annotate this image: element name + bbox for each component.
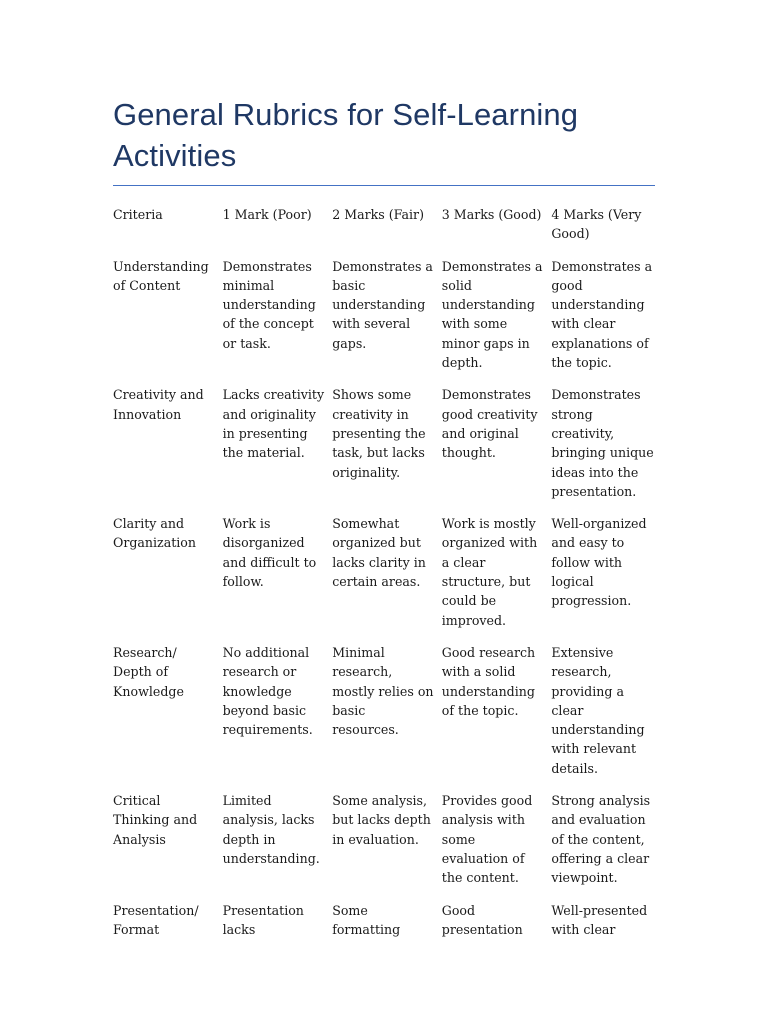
table-cell: Minimal research, mostly relies on basic resources. (332, 644, 434, 738)
table-cell: Well-presented with clear (551, 902, 648, 937)
header-cell-criteria: Criteria (113, 207, 163, 222)
table-row (113, 643, 661, 791)
table-cell: Good research with a solid understanding of the topic. (441, 644, 536, 718)
table-cell: Some formatting (332, 902, 401, 937)
header-cell-fair: 2 Marks (Fair) (332, 207, 424, 222)
table-row (113, 901, 661, 953)
table-cell: Extensive research, providing a clear understanding with relevant details. (551, 644, 645, 776)
table-row (113, 257, 661, 386)
table-header-row (113, 205, 661, 257)
table-cell: Somewhat organized but lacks clarity in certain areas. (332, 516, 426, 590)
table-cell: Demonstrates strong creativity, bringing unique ideas into the presentation. (551, 387, 654, 499)
table-cell: Shows some creativity in presenting the task, but lacks originality. (332, 387, 426, 480)
criteria-cell: Critical Thinking and Analysis (113, 793, 198, 847)
criteria-cell: Creativity and Innovation (113, 387, 204, 422)
table-cell: Demonstrates a basic understanding with several gaps. (332, 258, 433, 351)
criteria-cell: Understanding of Content (113, 258, 209, 293)
table-row (113, 514, 661, 643)
header-cell-very-good: 4 Marks (Very Good) (551, 207, 642, 242)
table-cell: No additional research or knowledge beyond basic requirements. (222, 644, 313, 738)
table-cell: Strong analysis and evaluation of the content, offering a clear viewpoint. (551, 793, 651, 886)
criteria-cell: Presentation/ Format (113, 902, 199, 937)
table-cell: Demonstrates a solid understanding with some minor gaps in depth. (441, 258, 543, 371)
table-cell: Demonstrates a good understanding with clear explanations of the topic. (551, 258, 653, 371)
table-row (113, 385, 661, 514)
title-underline (113, 185, 655, 186)
header-cell-poor: 1 Mark (Poor) (222, 207, 312, 222)
document-title: General Rubrics for Self-Learning Activities (113, 97, 579, 173)
table-cell: Lacks creativity and originality in presenting the material. (222, 387, 325, 461)
criteria-cell: Clarity and Organization (113, 516, 196, 551)
table-cell: Good presentation (441, 902, 523, 937)
table-cell: Some analysis, but lacks depth in evaluation. (332, 793, 431, 847)
table-cell: Work is disorganized and difficult to follow. (222, 516, 317, 590)
header-cell-good: 3 Marks (Good) (441, 207, 542, 222)
table-cell: Limited analysis, lacks depth in understanding. (222, 793, 320, 866)
table-row (113, 791, 661, 900)
document-page (113, 0, 655, 952)
table-cell: Work is mostly organized with a clear structure, but could be improved. (441, 516, 538, 628)
rubric-table (113, 205, 661, 952)
table-cell: Demonstrates good creativity and original thought. (441, 387, 538, 461)
table-cell: Presentation lacks (222, 902, 304, 937)
table-cell: Provides good analysis with some evaluation of the content. (441, 793, 533, 886)
table-cell: Well-organized and easy to follow with logical progression. (551, 516, 647, 609)
table-cell: Demonstrates minimal understanding of the concept or task. (222, 258, 316, 351)
criteria-cell: Research/ Depth of Knowledge (113, 644, 184, 699)
